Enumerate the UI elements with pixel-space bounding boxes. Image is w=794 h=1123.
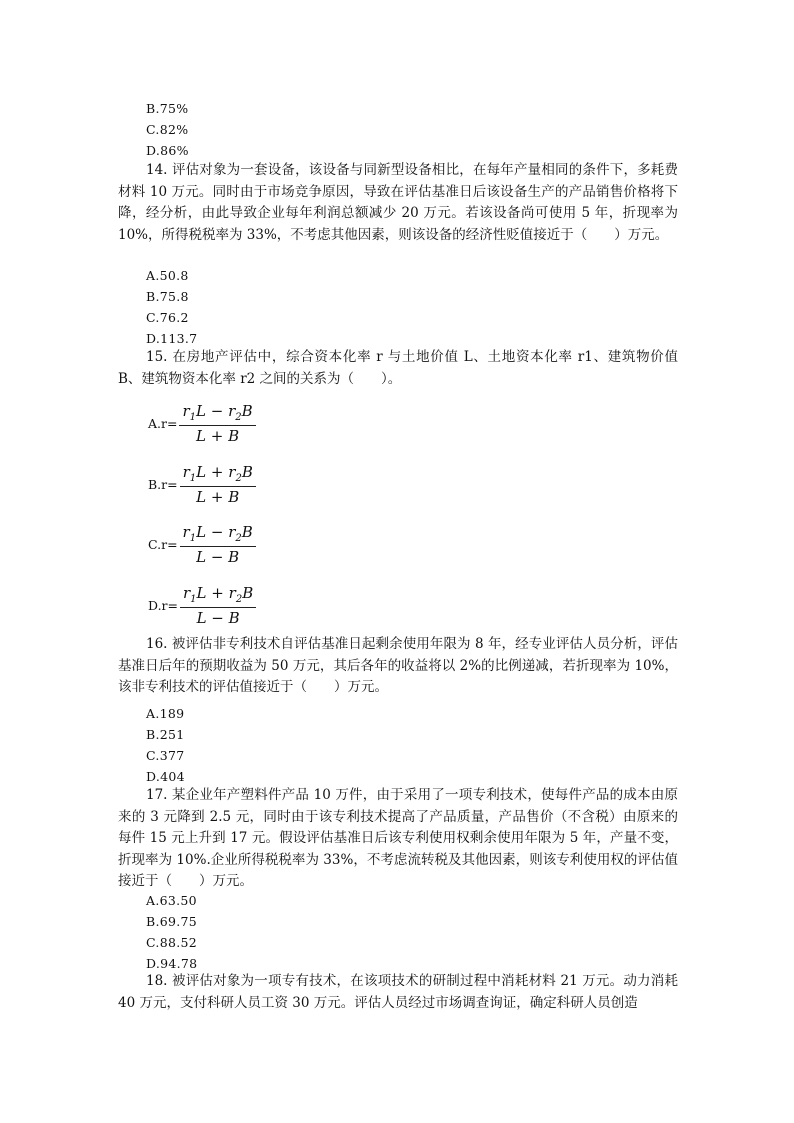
q16-stem: 16. 被评估非专利技术自评估基准日起剩余使用年限为 8 年，经专业评估人员分析，评估基准日后年的预期收益为 50 万元，其后各年的收益将以 2%的比例递减，若折现率为 10%，该非专利技术的评估值接近于（ ）万元。	[118, 636, 678, 695]
q15-stem: 15. 在房地产评估中，综合资本化率 r 与土地价值 L、土地资本化率 r1、建筑物价值 B、建筑物资本化率 r2 之间的关系为（ ）。	[118, 349, 678, 387]
formula-label: B.r=	[148, 477, 178, 492]
fraction: $\frac{r_1L + r_2B}{L + B}$	[180, 463, 256, 506]
fraction: $\frac{r_1L - r_2B}{L + B}$	[179, 402, 255, 445]
q16-option-a: A.189	[146, 706, 185, 721]
q17-option-a: A.63.50	[146, 893, 197, 908]
q13-option-c: C.82%	[146, 122, 189, 137]
formula-label: A.r=	[148, 416, 178, 431]
fraction: $\frac{r_1L - r_2B}{L - B}$	[180, 523, 256, 566]
formula-label: D.r=	[148, 598, 178, 613]
q15-formula-c	[148, 523, 256, 566]
q14-option-a: A.50.8	[146, 268, 189, 283]
q17-stem: 17. 某企业年产塑料件产品 10 万件，由于采用了一项专利技术，使每件产品的成本由原来的 3 元降到 2.5 元，同时由于该专利技术提高了产品质量，产品售价（不含税）由原来的每件 15 元上升到 17 元。假设评估基准日后该专利使用权剩余使用年限为 5 年，产量不变，折现率为 10%.企业所得税税率为 33%，不考虑流转税及其他因素，则该专利使用权的评估值接近于（ ）万元。	[118, 787, 678, 889]
formula-label: C.r=	[148, 537, 178, 552]
q16-option-d: D.404	[146, 769, 185, 784]
q15-formula-b	[148, 463, 256, 506]
q17-option-d: D.94.78	[146, 956, 198, 971]
q13-option-d: D.86%	[146, 143, 189, 158]
q14-stem: 14. 评估对象为一套设备，该设备与同新型设备相比，在每年产量相同的条件下，多耗费材料 10 万元。同时由于市场竞争原因，导致在评估基准日后该设备生产的产品销售价格将下降，经分析，由此导致企业每年利润总额减少 20 万元。若该设备尚可使用 5 年，折现率为 10%，所得税税率为 33%，不考虑其他因素，则该设备的经济性贬值接近于（ ）万元。	[118, 162, 678, 243]
q16-option-c: C.377	[146, 748, 185, 763]
fraction: $\frac{r_1L + r_2B}{L - B}$	[180, 584, 256, 627]
q15-formula-d	[148, 584, 256, 627]
q18-stem: 18. 被评估对象为一项专有技术，在该项技术的研制过程中消耗材料 21 万元。动力消耗 40 万元，支付科研人员工资 30 万元。评估人员经过市场调查询证，确定科研人员创造	[118, 973, 678, 1011]
q17-option-b: B.69.75	[146, 914, 198, 929]
q14-option-d: D.113.7	[146, 331, 198, 346]
q14-option-b: B.75.8	[146, 289, 189, 304]
q15-formula-a	[148, 402, 256, 445]
q13-option-b: B.75%	[146, 101, 189, 116]
q16-option-b: B.251	[146, 727, 185, 742]
q14-option-c: C.76.2	[146, 310, 189, 325]
q17-option-c: C.88.52	[146, 935, 197, 950]
